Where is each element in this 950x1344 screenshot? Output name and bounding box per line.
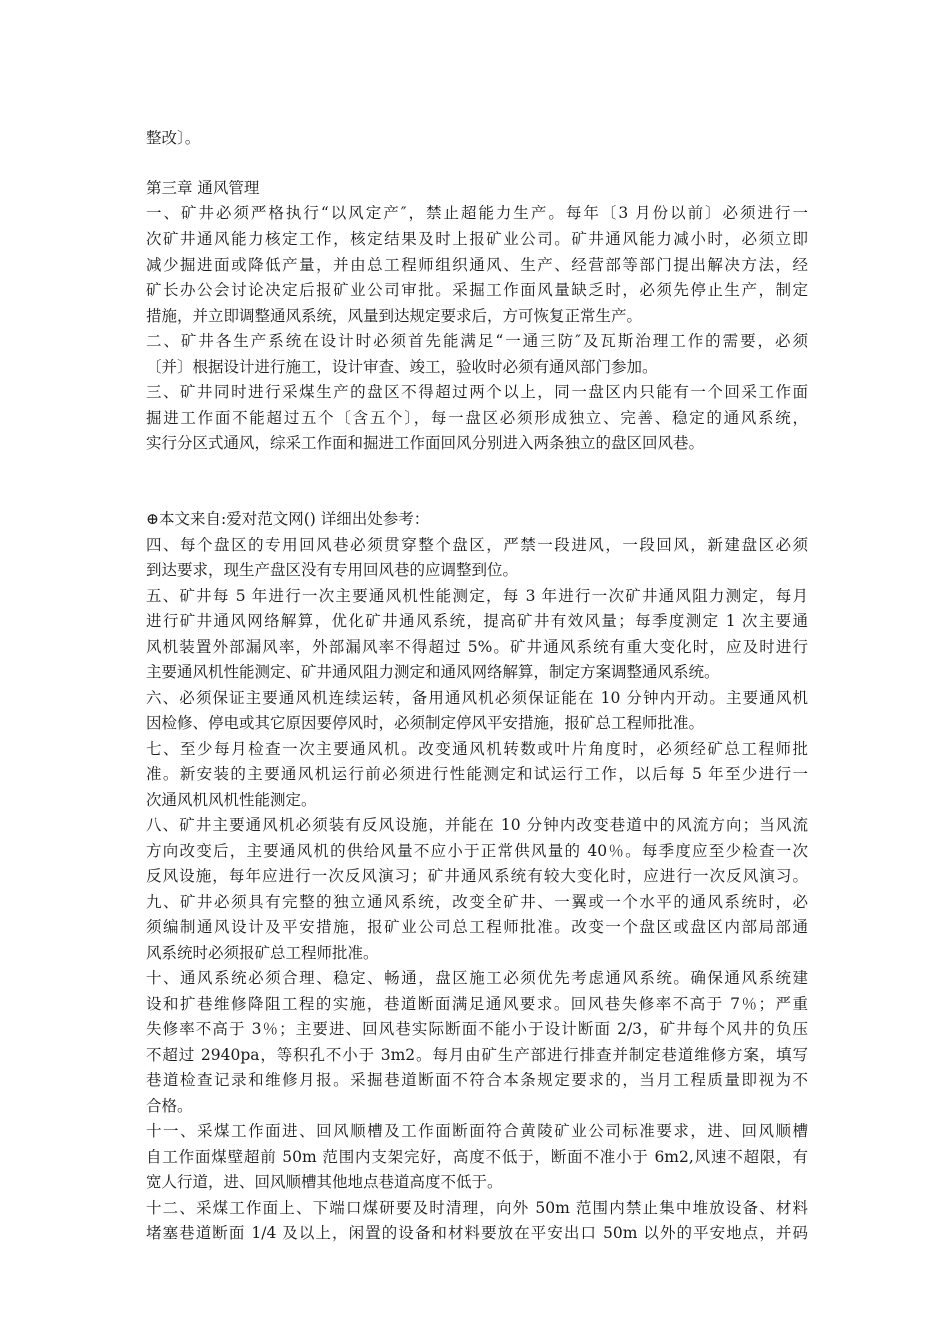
text-line: 准。新安装的主要通风机运行前必须进行性能测定和试运行工作，以后每 5 年至少进行一 <box>146 765 808 783</box>
chapter-heading: 第三章 通风管理 <box>146 179 260 197</box>
text-line: 次通风机风机性能测定。 <box>146 791 317 809</box>
source-note: ⊕本文来自:爱对范文网() 详细出处参考： <box>146 510 430 528</box>
text-line: 整改〕。 <box>146 129 201 147</box>
text-line: 十二、采煤工作面上、下端口煤研要及时清理，向外 50m 范围内禁止集中堆放设备、材料 <box>146 1199 808 1217</box>
text-line: 反风设施，每年应进行一次反风演习；矿井通风系统有较大变化时，应进行一次反风演习。 <box>146 867 808 885</box>
text-line: 矿长办公会讨论决定后报矿业公司审批。采掘工作面风量缺乏时，必须先停止生产，制定 <box>146 281 808 299</box>
text-line: 减少掘进面或降低产量，并由总工程师组织通风、生产、经营部等部门提出解决方法，经 <box>146 256 808 274</box>
text-line: 风系统时必须报矿总工程师批准。 <box>146 944 379 962</box>
text-line: 十一、采煤工作面进、回风顺槽及工作面断面符合黄陵矿业公司标准要求，进、回风顺槽 <box>146 1122 808 1140</box>
text-line: 三、矿井同时进行采煤生产的盘区不得超过两个以上，同一盘区内只能有一个回采工作面 <box>146 383 808 401</box>
text-line: 巷道检查记录和维修月报。采掘巷道断面不符合本条规定要求的，当月工程质量即视为不 <box>146 1071 808 1089</box>
text-line: 次矿井通风能力核定工作，核定结果及时上报矿业公司。矿井通风能力减小时，必须立即 <box>146 230 808 248</box>
text-line: 自工作面煤壁超前 50m 范围内支架完好，高度不低于，断面不准小于 6m2,风速不超限，有 <box>146 1148 808 1166</box>
text-line: 须编制通风设计及平安措施，报矿业公司总工程师批准。改变一个盘区或盘区内部局部通 <box>146 918 808 936</box>
text-line: 设和扩巷维修降阻工程的实施，巷道断面满足通风要求。回风巷失修率不高于 7％；严重 <box>146 995 808 1013</box>
text-line: 措施，并立即调整通风系统，风量到达规定要求后，方可恢复正常生产。 <box>146 307 643 325</box>
text-line: 四、每个盘区的专用回风巷必须贯穿整个盘区，严禁一段进风，一段回风，新建盘区必须 <box>146 536 808 554</box>
text-line: 风机装置外部漏风率，外部漏风率不得超过 5%。矿井通风系统有重大变化时，应及时进行 <box>146 638 808 656</box>
text-line: 合格。 <box>146 1097 193 1115</box>
text-line: 一、矿井必须严格执行“以风定产″，禁止超能力生产。每年〔3 月份以前〕必须进行一 <box>146 204 808 222</box>
text-line: 不超过 2940pa，等积孔不小于 3m2。每月由矿生产部进行排查并制定巷道维修方案，填写 <box>146 1046 808 1064</box>
text-line: 五、矿井每 5 年进行一次主要通风机性能测定，每 3 年进行一次矿井通风阻力测定，每月 <box>146 587 808 605</box>
text-line: 〔并〕根据设计进行施工，设计审查、竣工，验收时必须有通风部门参加。 <box>146 358 658 376</box>
text-line: 掘进工作面不能超过五个〔含五个〕，每一盘区必须形成独立、完善、稳定的通风系统， <box>146 409 808 427</box>
text-line: 二、矿井各生产系统在设计时必须首先能满足“一通三防″及瓦斯治理工作的需要，必须 <box>146 332 808 350</box>
text-line: 宽人行道，进、回风顺槽其他地点巷道高度不低于。 <box>146 1173 503 1191</box>
text-line: 堵塞巷道断面 1/4 及以上，闲置的设备和材料要放在平安出口 50m 以外的平安地点，并码 <box>146 1224 808 1242</box>
text-line: 七、至少每月检查一次主要通风机。改变通风机转数或叶片角度时，必须经矿总工程师批 <box>146 740 808 758</box>
text-line: 因检修、停电或其它原因要停风时，必须制定停风平安措施，报矿总工程师批准。 <box>146 714 705 732</box>
text-line: 十、通风系统必须合理、稳定、畅通，盘区施工必须优先考虑通风系统。确保通风系统建 <box>146 969 808 987</box>
text-line: 实行分区式通风，综采工作面和掘进工作面回风分别进入两条独立的盘区回风巷。 <box>146 434 705 452</box>
text-line: 九、矿井必须具有完整的独立通风系统，改变全矿井、一翼或一个水平的通风系统时，必 <box>146 893 808 911</box>
text-line: 主要通风机性能测定、矿井通风阻力测定和通风网络解算，制定方案调整通风系统。 <box>146 663 720 681</box>
text-line: 失修率不高于 3％；主要进、回风巷实际断面不能小于设计断面 2/3，矿井每个风井的负压 <box>146 1020 808 1038</box>
text-line: 六、必须保证主要通风机连续运转，备用通风机必须保证能在 10 分钟内开动。主要通风机 <box>146 689 808 707</box>
text-line: 八、矿井主要通风机必须装有反风设施，并能在 10 分钟内改变巷道中的风流方向；当风流 <box>146 816 808 834</box>
text-line: 到达要求，现生产盘区没有专用回风巷的应调整到位。 <box>146 561 519 579</box>
text-line: 进行矿井通风网络解算，优化矿井通风系统，提高矿井有效风量；每季度测定 1 次主要通 <box>146 612 808 630</box>
text-line: 方向改变后，主要通风机的供给风量不应小于正常供风量的 40％。每季度应至少检查一次 <box>146 842 808 860</box>
